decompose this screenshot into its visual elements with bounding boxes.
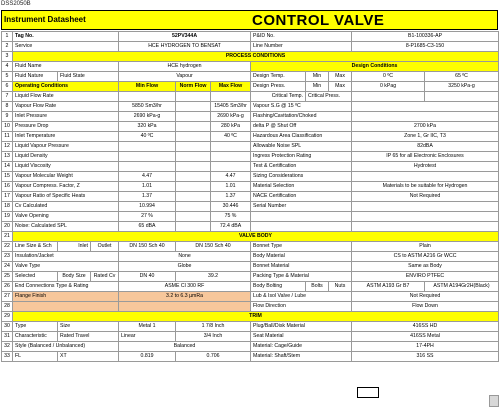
table-row: 18 Cv Calculated 10.994 30.446 Serial Number [2,202,499,212]
scrollbar-thumb[interactable] [489,395,499,407]
table-row: 9 Inlet Pressure 2690 kPa-g 2690 kPa-g Flashing/Cavitation/Choked [2,112,499,122]
pid-no-value[interactable]: B1-100336-AP [352,32,499,42]
table-row: 7 Liquid Flow Rate Critical Temp. Critical Press. [2,92,499,102]
section-process-conditions: PROCESS CONDITIONS [13,52,499,62]
section-trim: TRIM [13,312,499,322]
table-row: 28 Flow Direction Flow Down [2,302,499,312]
table-row: 4 Fluid Name HCE hydrogen Design Conditions [2,62,499,72]
table-row: 12 Liquid Vapour Pressure Allowable Noise SPL 82dBA [2,142,499,152]
table-row: 8 Vapour Flow Rate 5850 Sm3/hr 15405 Sm3/hr Vapour S.G @ 15 ºC [2,102,499,112]
active-cell-cursor[interactable] [357,387,379,398]
table-row: 30 Type Size Metal 1 1 7/8 Inch Plug/Ball/Disk Material 416SS HD [2,322,499,332]
table-row: 17 Vapour Ratio of Specific Heats 1.37 1.37 NACE Certification Not Required [2,192,499,202]
table-row: 31 Characteristic Rated Travel Linear 3/4 Inch Seat Material 416SS Metal [2,332,499,342]
table-row: 19 Valve Opening 27 % 75 % [2,212,499,222]
tag-no-label: Tag No. [13,32,119,42]
table-row: 10 Pressure Drop 320 kPa 280 kPa delta P @ Shut Off 2700 kPa [2,122,499,132]
document-code: DSS2050B [1,1,31,7]
table-row: 24 Valve Type Globe Bonnet Material Same as Body [2,262,499,272]
table-row: 13 Liquid Density Ingress Protection Rating IP 65 for all Electronic Enclosures [2,152,499,162]
table-row: 20 Noise: Calculated SPL 65 dBA 72.4 dBA [2,222,499,232]
section-row: 29 TRIM [2,312,499,322]
header-bar [1,10,498,30]
table-row: 22 Line Size & Sch Inlet Outlet DN 150 Sch 40 DN 150 Sch 40 Bonnet Type Plain [2,242,499,252]
section-valve-body: VALVE BODY [13,232,499,242]
table-row: 15 Vapour Molecular Weight 4.47 4.47 Sizing Considerations [2,172,499,182]
table-row: 23 Insulation/Jacket None Body Material CS to ASTM A216 Gr WCC [2,252,499,262]
table-row: 32 Style (Balanced / Unbalanced) Balanced Material: Cage/Guide 17-4PH [2,342,499,352]
design-conditions-header: Design Conditions [251,62,499,72]
table-row: 11 Inlet Temperature 40 ºC 40 ºC Hazardous Area Classification Zone 1, Gr IIC, T3 [2,132,499,142]
table-row: 1 Tag No. 52PV344A P&ID No. B1-100336-AP [2,32,499,42]
table-row: 27 Flange Finish 3.2 to 6.3 µmRa Lub & Isol Valve / Lube Not Required [2,292,499,302]
table-row: 2 Service HCE HYDROGEN TO BENSAT Line Number 8-P1685-C3-150 [2,42,499,52]
header-title: CONTROL VALVE [252,12,385,29]
table-row: 16 Vapour Compress. Factor, Z 1.01 1.01 Material Selection Materials to be suitable for Hydrogen [2,182,499,192]
tag-no-value[interactable]: 52PV344A [119,32,251,42]
table-row: 25 Selected Body Size Rated Cv DN 40 39.2 Packing Type & Material ENVIRO PTFEC [2,272,499,282]
section-row: 3 PROCESS CONDITIONS [2,52,499,62]
operating-conditions-header: Operating Conditions [13,82,119,92]
table-row: 5 Fluid Nature Fluid State Vapour Design Temp. Min Max 0 ºC 65 ºC [2,72,499,82]
section-row: 21 VALVE BODY [2,232,499,242]
datasheet-table [1,31,499,362]
table-row: 26 End Connections Type & Rating ASME Cl 300 RF Body Bolting Bolts Nuts ASTM A193 Gr B7 ASTM A194Gr2H(Black) [2,282,499,292]
header-subtitle: Instrument Datasheet [4,15,86,24]
table-row: 6 Operating Conditions Min Flow Norm Flow Max Flow Design Press. Min Max 0 kPag 3250 kPa-g [2,82,499,92]
table-row: 14 Liquid Viscosity Test & Certification Hydrotest [2,162,499,172]
table-row: 33 FL XT 0.819 0.706 Material: Shaft/Stem 316 SS [2,352,499,362]
